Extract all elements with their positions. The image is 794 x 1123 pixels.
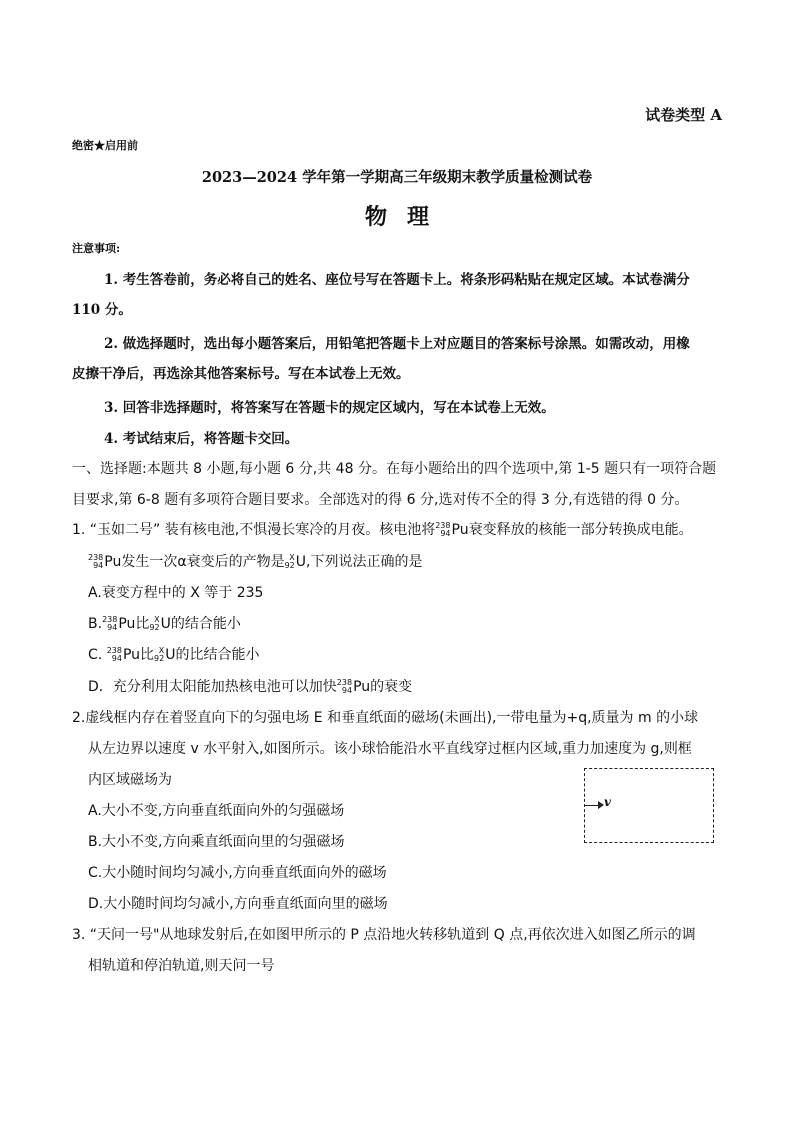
q2-stem-line-3: 内区域磁场为 bbox=[88, 772, 172, 788]
q1-stem-text-a: 1. “玉如二号” 装有核电池,不惧漫长寒冷的月夜。核电池将 bbox=[72, 522, 436, 538]
notice-item-1: 1. 考生答卷前，务必将自己的姓名、座位号写在答题卡上。将条形码粘贴在规定区域。本试卷满分 bbox=[104, 272, 690, 288]
section-intro-line-2: 目要求,第 6-8 题有多项符合题目要求。全部选对的得 6 分,选对传不全的得 3 分,有选错的得 0 分。 bbox=[72, 492, 689, 508]
q1-stem-line-2: 238 94 Pu发生一次α衰变后的产物是 X 92 U,下列说法正确的是 bbox=[88, 553, 423, 570]
q3-stem-line-1: 3. “天问一号"从地球发射后,在如图甲所示的 P 点沿地火转移轨道到 Q 点,再依次进入如图乙所示的调 bbox=[72, 927, 696, 943]
pu-nuclide-symbol: 238 94 bbox=[102, 615, 118, 632]
q2-option-b: B.大小不变,方向乘直纸面向里的匀强磁场 bbox=[88, 834, 345, 850]
q3-stem-line-2: 相轨道和停泊轨道,则天问一号 bbox=[88, 958, 275, 974]
u-nuclide-symbol: X 92 bbox=[149, 615, 160, 632]
pu-nuclide-symbol: 238 94 bbox=[106, 646, 122, 663]
notice-item-2-cont: 皮擦干净后，再选涂其他答案标号。写在本试卷上无效。 bbox=[72, 366, 410, 382]
exam-title: 2023—2024 学年第一学期高三年级期末教学质量检测试卷 bbox=[201, 169, 593, 186]
u-nuclide-symbol: X 92 bbox=[284, 553, 295, 570]
q1-option-a: A.衰变方程中的 X 等于 235 bbox=[88, 585, 264, 601]
section-intro-line-1: 一、选择题:本题共 8 小题,每小题 6 分,共 48 分。在每小题给出的四个选项中,第 1-5 题只有一项符合题 bbox=[72, 461, 717, 477]
q1-stem-text-b: Pu衰变释放的核能一部分转换成电能。 bbox=[451, 522, 693, 538]
pu-nuclide-symbol: 238 94 bbox=[88, 553, 104, 570]
q2-option-d: D.大小随时间均匀减小,方向垂直纸面向里的磁场 bbox=[88, 896, 388, 912]
q1-stem-line-1 bbox=[72, 519, 693, 539]
notice-item-4: 4. 考试结束后，将答题卡交回。 bbox=[104, 431, 299, 447]
pu-nuclide-symbol: 238 94 bbox=[336, 678, 353, 695]
subject-title: 物理 bbox=[364, 204, 449, 230]
q2-stem-line-1: 2.虚线框内存在着竖直向下的匀强电场 E 和垂直纸面的磁场(未画出),一带电量为+q,质量为 m 的小球 bbox=[72, 710, 699, 726]
notice-item-2: 2. 做选择题时，选出每小题答案后，用铅笔把答题卡上对应题目的答案标号涂黑。如需改动，用橡 bbox=[104, 336, 690, 352]
q2-stem-line-2: 从左边界以速度 v 水平射入,如图所示。该小球恰能沿水平直线穿过框内区域,重力加速度为 g,则框 bbox=[88, 741, 692, 757]
notice-item-1-cont: 110 分。 bbox=[72, 302, 132, 318]
q1-option-d: D．充分利用太阳能加热核电池可以加快 238 94 Pu的衰变 bbox=[88, 678, 413, 695]
notice-heading: 注意事项: bbox=[72, 242, 121, 255]
q1-option-c: C. 238 94 Pu比 X 92 U的比结合能小 bbox=[88, 646, 260, 663]
q2-option-c: C.大小随时间均匀减小,方向垂直纸面向外的磁场 bbox=[88, 865, 387, 881]
u-nuclide-symbol: X 92 bbox=[154, 646, 165, 663]
q2-option-a: A.大小不变,方向垂直纸面向外的匀强磁场 bbox=[88, 803, 345, 819]
pu-nuclide-symbol: 238 94 bbox=[435, 521, 451, 538]
notice-item-3: 3. 回答非选择题时，将答案写在答题卡的规定区域内，写在本试卷上无效。 bbox=[104, 400, 555, 416]
q1-option-b: B. 238 94 Pu比 X 92 U的结合能小 bbox=[88, 615, 241, 632]
velocity-label: v bbox=[604, 795, 611, 809]
paper-type-label: 试卷类型 A bbox=[645, 106, 722, 124]
confidential-label: 绝密★启用前 bbox=[72, 139, 138, 152]
